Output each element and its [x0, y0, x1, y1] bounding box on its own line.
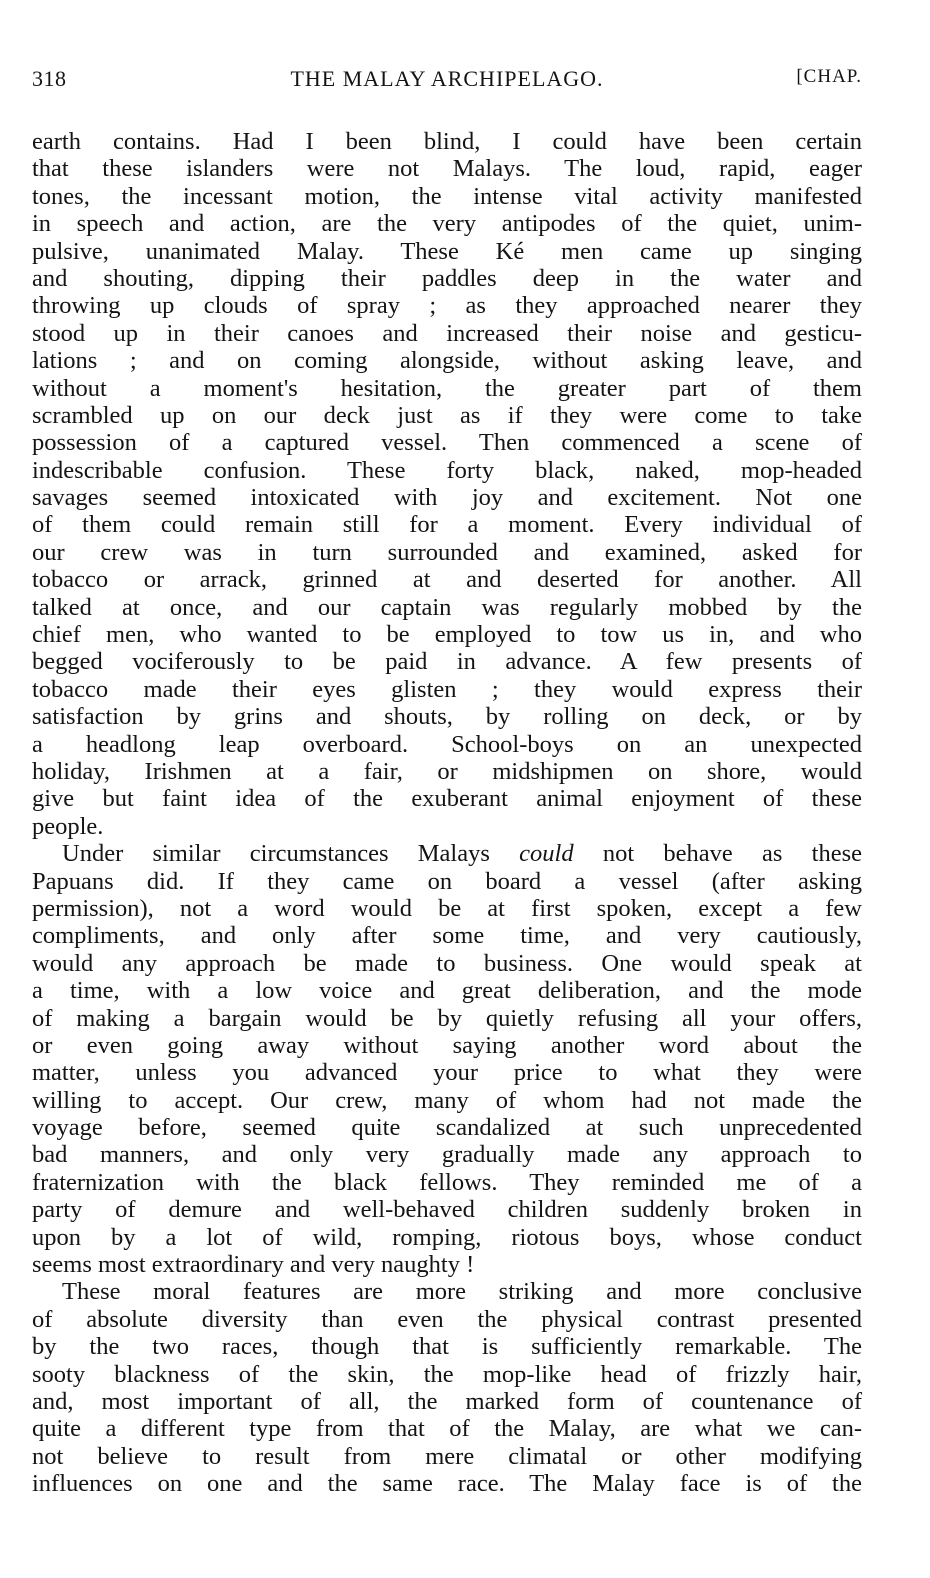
body-text — [32, 128, 862, 1498]
paragraph-end-line: people. — [32, 812, 104, 840]
text-line: of them could remain still for a moment. Every individual of — [32, 511, 862, 539]
paragraph-end-line: seems most extraordinary and very naughty ! — [32, 1251, 475, 1279]
text-line: tones, the incessant motion, the intense vital activity manifested — [32, 182, 862, 210]
text-line: chief men, who wanted to be employed to tow us in, and who — [32, 621, 862, 649]
text-line: fraternization with the black fellows. They reminded me of a — [32, 1168, 862, 1196]
text-line: begged vociferously to be paid in advance. A few presents of — [32, 648, 862, 676]
text-line: permission), not a word would be at first spoken, except a few — [32, 894, 862, 922]
text-line: or even going away without saying another word about the — [32, 1031, 862, 1059]
paragraph-start-line — [32, 840, 862, 867]
text-line: of absolute diversity than even the physical contrast presented — [32, 1305, 862, 1333]
text-line: talked at once, and our captain was regularly mobbed by the — [32, 593, 862, 621]
text-line: of making a bargain would be by quietly refusing all your offers, — [32, 1004, 862, 1032]
text-fragment: not behave as these — [573, 840, 862, 868]
text-line: bad manners, and only very gradually made any approach to — [32, 1141, 862, 1169]
text-line: tobacco or arrack, grinned at and deserted for another. All — [32, 566, 862, 594]
text-line: upon by a lot of wild, romping, riotous boys, whose conduct — [32, 1223, 862, 1251]
text-line: our crew was in turn surrounded and examined, asked for — [32, 538, 862, 566]
text-line: willing to accept. Our crew, many of whom had not made the — [32, 1086, 862, 1114]
text-line: and shouting, dipping their paddles deep in the water and — [32, 264, 862, 292]
text-line: compliments, and only after some time, and very cautiously, — [32, 922, 862, 950]
text-line: sooty blackness of the skin, the mop-like head of frizzly hair, — [32, 1360, 862, 1388]
text-line: without a moment's hesitation, the greater part of them — [32, 374, 862, 402]
book-title: THE MALAY ARCHIPELAGO. — [290, 66, 604, 91]
text-line: that these islanders were not Malays. The loud, rapid, eager — [32, 155, 862, 183]
text-line: give but faint idea of the exuberant animal enjoyment of these — [32, 785, 862, 813]
text-line: in speech and action, are the very antipodes of the quiet, unim- — [32, 210, 862, 238]
page-number: 318 — [32, 66, 67, 91]
text-line: scrambled up on our deck just as if they were come to take — [32, 401, 862, 429]
text-line: possession of a captured vessel. Then commenced a scene of — [32, 429, 862, 457]
text-line: satisfaction by grins and shouts, by rolling on deck, or by — [32, 703, 862, 731]
text-line: not believe to result from mere climatal or other modifying — [32, 1442, 862, 1470]
text-line: earth contains. Had I been blind, I could have been certain — [32, 128, 862, 155]
text-line: a time, with a low voice and great deliberation, and the mode — [32, 977, 862, 1005]
chapter-mark: [CHAP. — [796, 66, 862, 87]
text-line: influences on one and the same race. The Malay face is of the — [32, 1470, 862, 1498]
text-line: throwing up clouds of spray ; as they approached nearer they — [32, 292, 862, 320]
text-line: a headlong leap overboard. School-boys on an unexpected — [32, 730, 862, 758]
paragraph-start-line: These moral features are more striking and more conclusive — [62, 1278, 862, 1306]
text-line: tobacco made their eyes glisten ; they would express their — [32, 675, 862, 703]
text-line: would any approach be made to business. One would speak at — [32, 949, 862, 977]
text-line: savages seemed intoxicated with joy and excitement. Not one — [32, 484, 862, 512]
text-line: quite a different type from that of the Malay, are what we can- — [32, 1415, 862, 1443]
text-line: Papuans did. If they came on board a vessel (after asking — [32, 867, 862, 895]
text-line: stood up in their canoes and increased their noise and gesticu- — [32, 319, 862, 347]
text-line: by the two races, though that is sufficiently remarkable. The — [32, 1333, 862, 1361]
running-header — [32, 66, 862, 96]
text-line: party of demure and well-behaved children suddenly broken in — [32, 1196, 862, 1224]
text-fragment: Under similar circumstances Malays — [62, 840, 520, 868]
text-line: indescribable confusion. These forty black, naked, mop-headed — [32, 456, 862, 484]
text-line: matter, unless you advanced your price to what they were — [32, 1059, 862, 1087]
text-line: holiday, Irishmen at a fair, or midshipmen on shore, would — [32, 757, 862, 785]
text-line: voyage before, seemed quite scandalized at such unprecedented — [32, 1114, 862, 1142]
text-line: and, most important of all, the marked form of countenance of — [32, 1387, 862, 1415]
text-line: lations ; and on coming alongside, without asking leave, and — [32, 347, 862, 375]
emphasis-text: could — [519, 840, 574, 868]
text-line: pulsive, unanimated Malay. These Ké men came up singing — [32, 237, 862, 265]
